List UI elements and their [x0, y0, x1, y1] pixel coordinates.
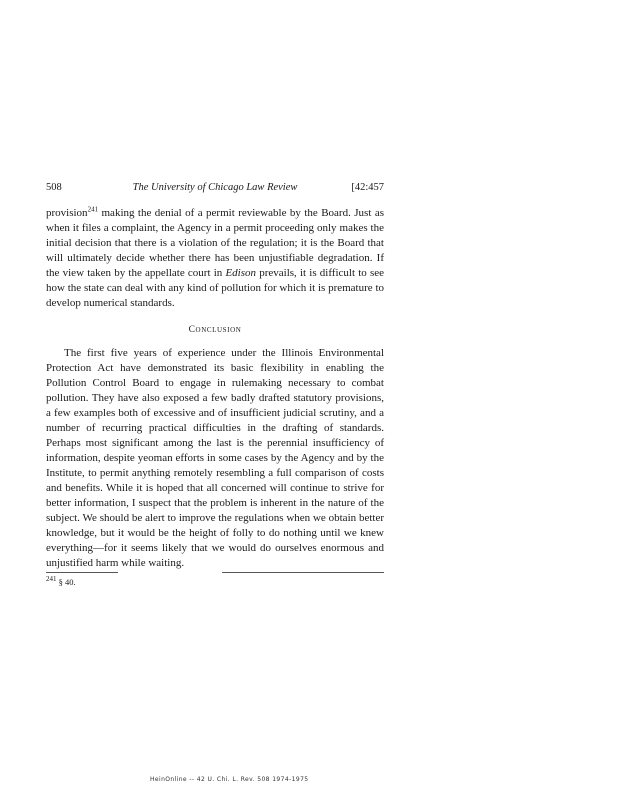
page-number: 508: [46, 182, 62, 193]
footnote-reference: 241: [87, 205, 99, 214]
volume-reference: [42:457: [351, 182, 384, 193]
body-paragraph: [46, 206, 384, 311]
case-name: Edison: [225, 267, 257, 279]
journal-title: The University of Chicago Law Review: [132, 182, 298, 193]
footnote-divider: [46, 572, 384, 573]
running-header: [46, 180, 384, 196]
footnote-number: 241: [46, 575, 57, 584]
source-footer: HeinOnline -- 42 U. Chi. L. Rev. 508 1974-1975: [150, 776, 309, 783]
article-body: [46, 206, 384, 571]
divider-segment: [46, 572, 118, 573]
footnote-text: § 40.: [58, 577, 76, 587]
paragraph-text: provision: [46, 207, 88, 219]
divider-segment: [222, 572, 384, 573]
paragraph-text: prevails, it is difficult to see how the state can deal with any kind of pollution for which it is premature to develop numerical standards.: [46, 267, 385, 309]
footnote: [46, 576, 384, 588]
conclusion-paragraph: The first five years of experience under the Illinois Environmental Protection Act have demonstrated its basic flexibility in enabling the Pollution Control Board to engage in rulemaking necessary to combat pollution. They have also exposed a few badly drafted statutory provisions, a few examples both of excessive and of insufficient judicial scrutiny, and a number of recurring practical difficulties in the drafting of standards. Perhaps most significant among the last is the perennial insufficiency of information, despite yeoman efforts in some cases by the Agency and by the Institute, to permit anything remotely resembling a full comparison of costs and benefits. While it is hoped that all concerned will continue to strive for better information, I suspect that the problem is inherent in the nature of the subject. We should be alert to improve the regulations when we obtain better knowledge, but it would be the height of folly to do nothing until we knew everything—for it seems likely that we would do ourselves enormous and unjustified harm while waiting.: [46, 347, 384, 569]
paragraph-text: making the denial of a permit reviewable by the Board. Just as when it files a complaint, the Agency in a permit proceeding only makes the initial decision that there is a violation of the regulation; it is the Board that will ultimately decide whether there has been unjustifiable degradation. If the view taken by the appellate court in: [46, 207, 384, 279]
section-heading: Conclusion: [188, 325, 242, 335]
